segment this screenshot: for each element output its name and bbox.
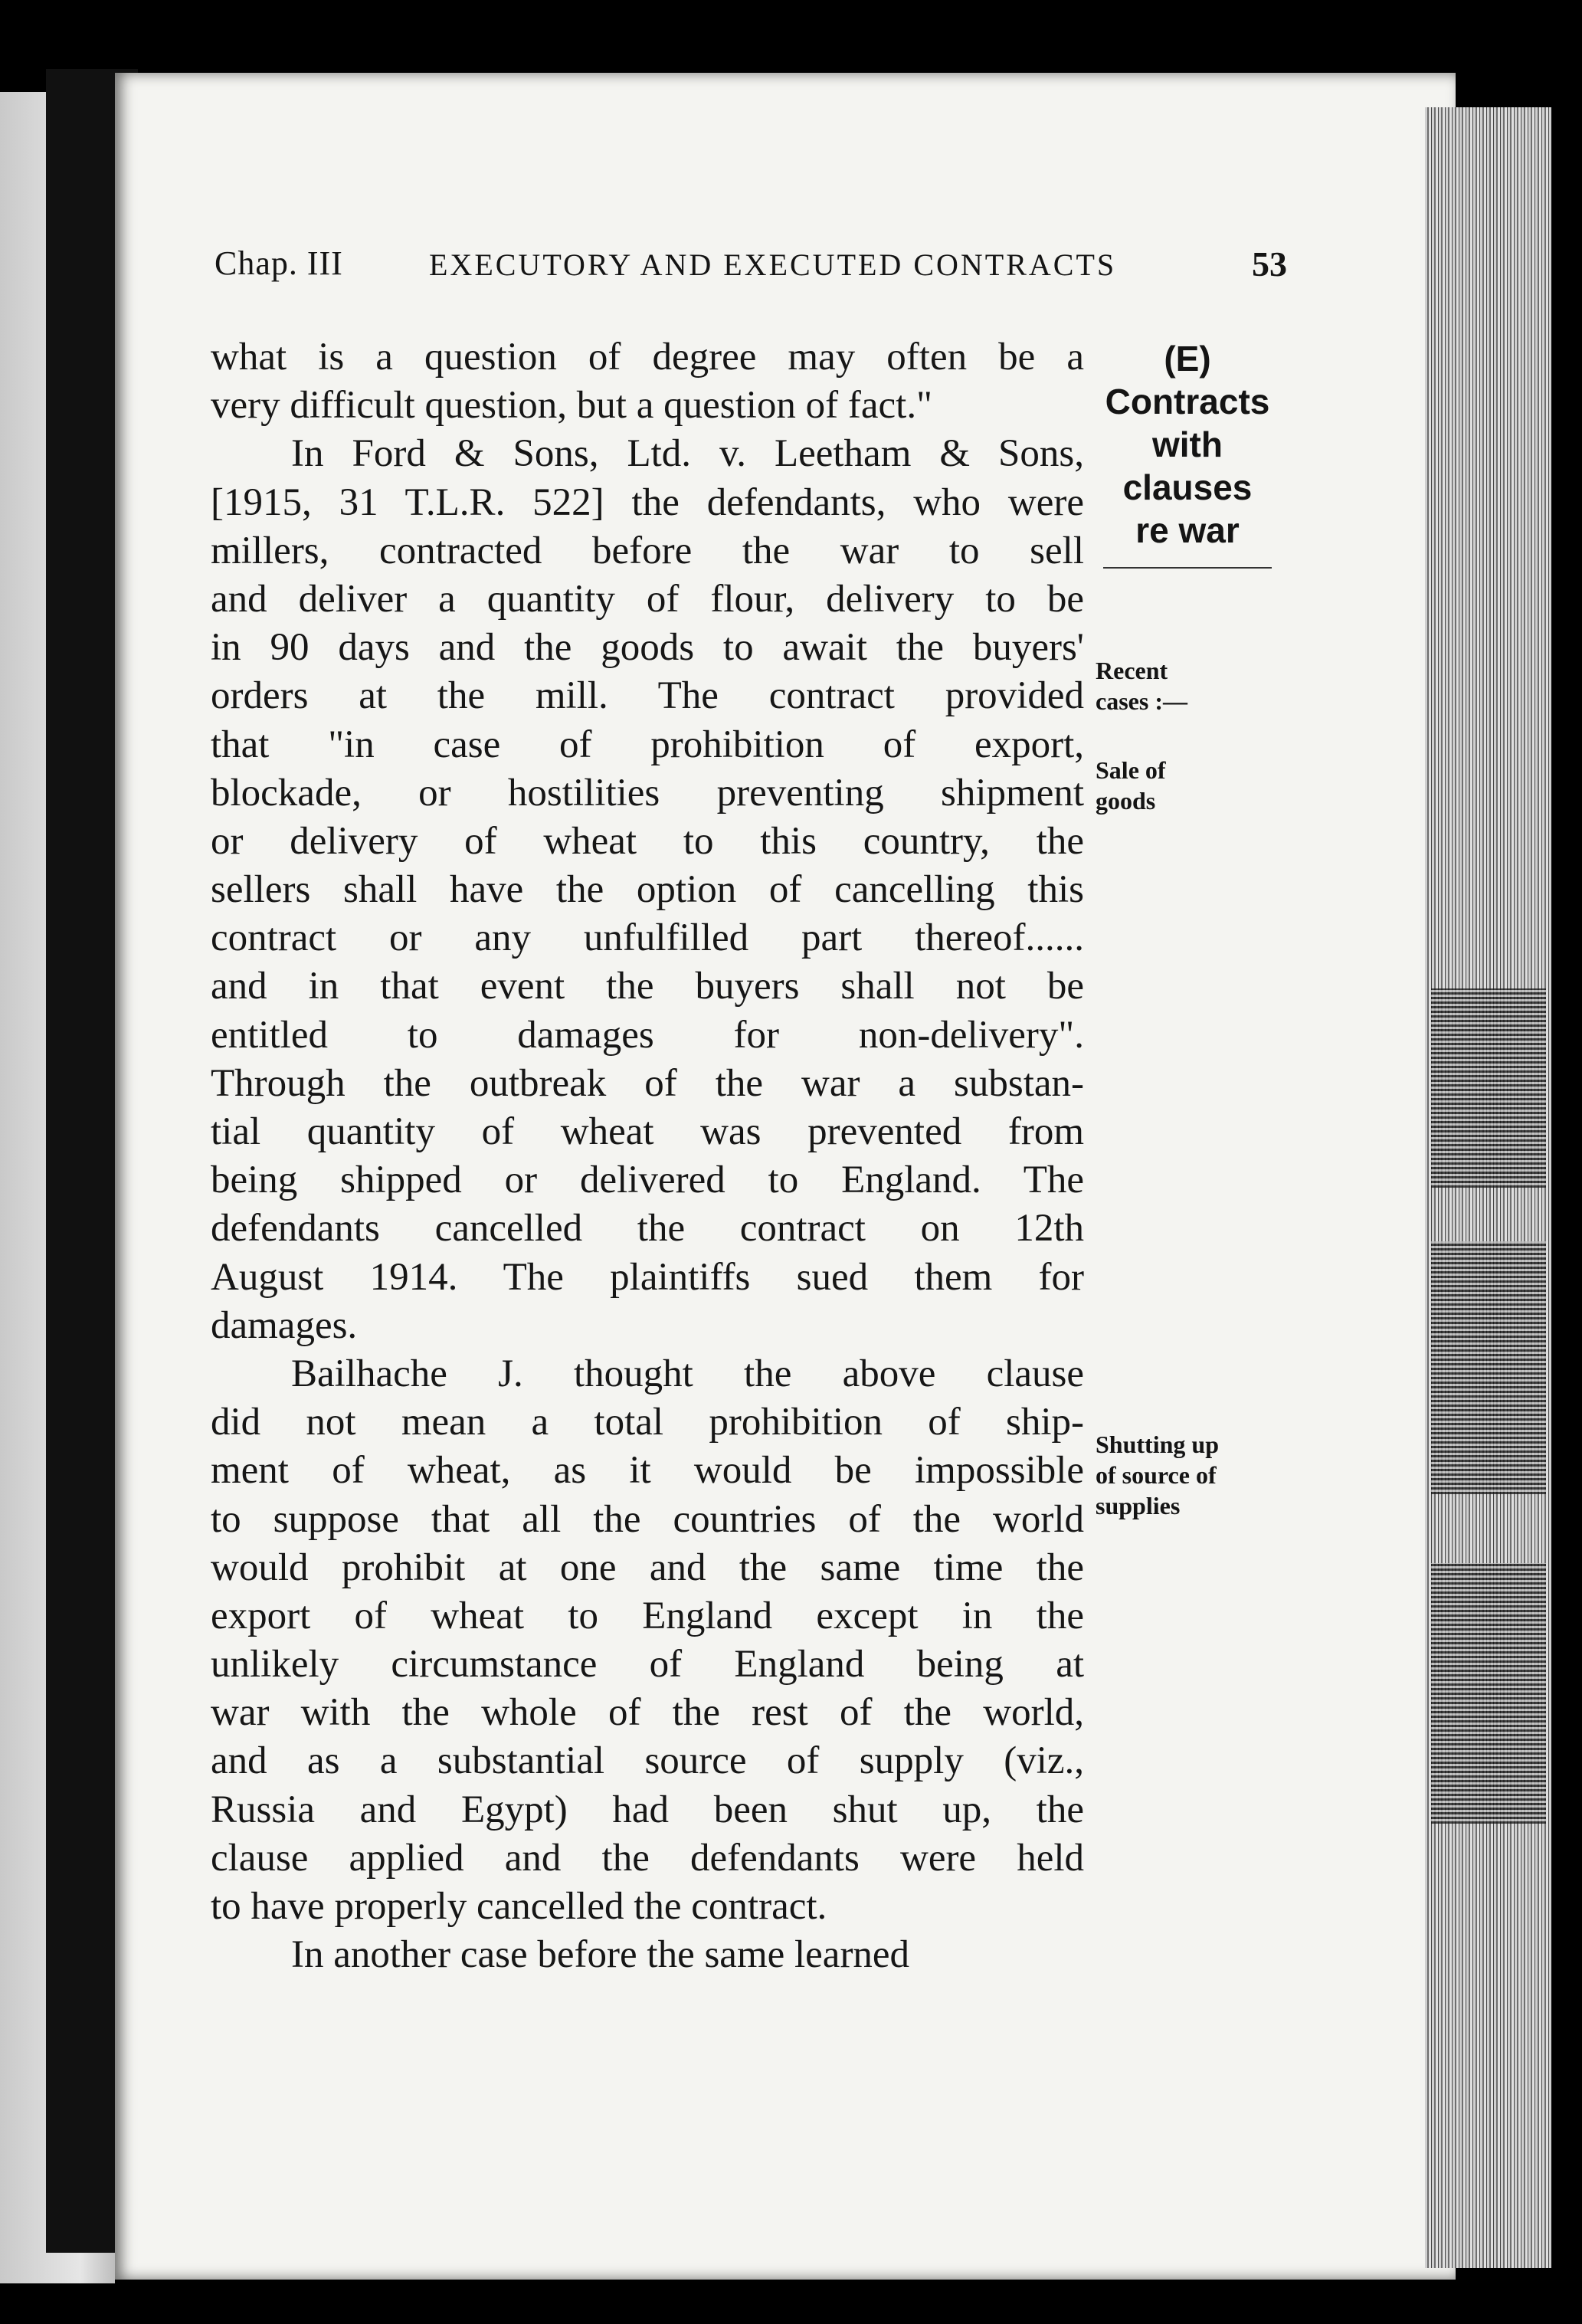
margin-note-recent	[1096, 655, 1295, 716]
page-edges	[1425, 107, 1551, 2268]
body-line: ment of wheat, as it would be impossible	[211, 1449, 1084, 1493]
margin-note-line: Shutting up	[1096, 1431, 1219, 1458]
edge-shading	[1431, 988, 1546, 1188]
body-line: orders at the mill. The contract provided	[211, 674, 1084, 718]
body-text	[211, 333, 1084, 1979]
margin-note-line: cases :—	[1096, 687, 1187, 715]
margin-heading-line: Contracts	[1105, 382, 1270, 421]
margin-heading-line: with	[1152, 424, 1223, 464]
body-line: sellers shall have the option of cancelling this	[211, 868, 1084, 912]
body-line: defendants cancelled the contract on 12th	[211, 1207, 1084, 1251]
body-line: war with the whole of the rest of the world,	[211, 1691, 1084, 1735]
body-line: August 1914. The plaintiffs sued them for	[211, 1255, 1084, 1299]
margin-rule	[1103, 567, 1272, 569]
chapter-title: EXECUTORY AND EXECUTED CONTRACTS	[429, 247, 1117, 282]
margin-heading-line: re war	[1135, 510, 1240, 550]
edge-shading	[1431, 1563, 1546, 1824]
chapter-label: Chap. III	[215, 244, 343, 282]
margin-note-sale	[1096, 755, 1295, 816]
body-line: very difficult question, but a question of fact."	[211, 384, 932, 428]
margin-note-line: supplies	[1096, 1492, 1181, 1519]
margin-notes	[1088, 337, 1287, 1519]
margin-note-shutting	[1096, 1429, 1295, 1521]
body-line: In another case before the same learned	[291, 1933, 910, 1977]
body-line: [1915, 31 T.L.R. 522] the defendants, who were	[211, 480, 1084, 524]
body-line: millers, contracted before the war to sell	[211, 529, 1084, 572]
body-line: Russia and Egypt) had been shut up, the	[211, 1788, 1084, 1831]
body-line: and deliver a quantity of flour, delivery to be	[211, 577, 1084, 621]
body-line: unlikely circumstance of England being at	[211, 1643, 1084, 1686]
body-line: or delivery of wheat to this country, the	[211, 819, 1084, 863]
body-line: and in that event the buyers shall not be	[211, 965, 1084, 1008]
body-line: Bailhache J. thought the above clause	[291, 1352, 1084, 1395]
body-line: that "in case of prohibition of export,	[211, 723, 1084, 766]
page-number: 53	[1252, 244, 1287, 284]
margin-heading-line: clauses	[1122, 467, 1253, 507]
body-line: to have properly cancelled the contract.	[211, 1885, 827, 1928]
body-line: export of wheat to England except in the	[211, 1594, 1084, 1637]
body-line: did not mean a total prohibition of ship-	[211, 1401, 1084, 1444]
body-line: tial quantity of wheat was prevented from	[211, 1110, 1084, 1153]
margin-heading-line: (E)	[1164, 339, 1211, 379]
body-line: to suppose that all the countries of the world	[211, 1497, 1084, 1541]
body-line: and as a substantial source of supply (viz.,	[211, 1739, 1084, 1783]
body-line: being shipped or delivered to England. The	[211, 1159, 1084, 1202]
body-line: damages.	[211, 1303, 358, 1347]
body-line: In Ford & Sons, Ltd. v. Leetham & Sons,	[291, 432, 1084, 476]
margin-note-line: Recent	[1096, 657, 1168, 684]
edge-shading	[1431, 1241, 1546, 1494]
body-line: blockade, or hostilities preventing shipment	[211, 771, 1084, 815]
margin-note-line: goods	[1096, 787, 1156, 815]
margin-note-line: Sale of	[1096, 756, 1166, 784]
body-line: clause applied and the defendants were held	[211, 1836, 1084, 1880]
body-line: would prohibit at one and the same time the	[211, 1546, 1084, 1589]
body-line: contract or any unfulfilled part thereof......	[211, 916, 1084, 960]
body-line: what is a question of degree may often be a	[211, 336, 1084, 379]
body-line: in 90 days and the goods to await the buyers'	[211, 626, 1084, 670]
body-line: entitled to damages for non-delivery".	[211, 1013, 1084, 1057]
running-header	[215, 244, 1287, 290]
margin-note-line: of source of	[1096, 1461, 1217, 1489]
margin-heading	[1088, 337, 1287, 552]
body-line: Through the outbreak of the war a substan-	[211, 1061, 1084, 1105]
